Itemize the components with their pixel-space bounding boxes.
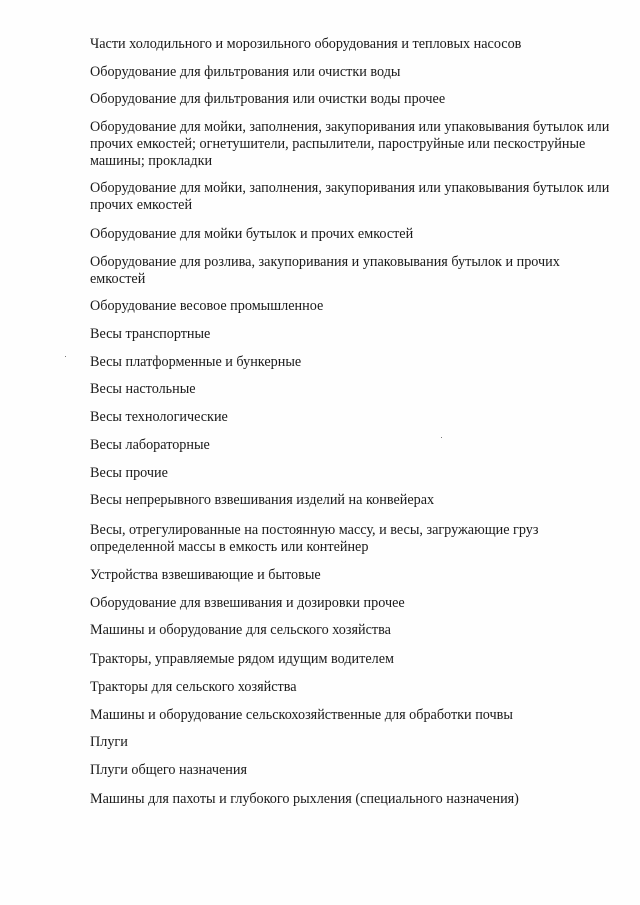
list-item: Оборудование для розлива, закупоривания и упаковывания бутылок и прочих емкостей	[90, 254, 560, 287]
list-item: Оборудование для фильтрования или очистки воды	[90, 64, 401, 80]
list-item: Весы транспортные	[90, 326, 211, 342]
list-item: Весы технологические	[90, 409, 228, 425]
list-item: Весы непрерывного взвешивания изделий на конвейерах	[90, 492, 435, 508]
list-item: Весы лабораторные	[90, 437, 210, 453]
list-item: Оборудование для мойки, заполнения, закупоривания или упаковывания бутылок или прочих емкостей; огнетушители, распылители, пароструйные или пескоструйные машины; прокладки	[90, 119, 610, 169]
list-item: Машины для пахоты и глубокого рыхления (специального назначения)	[90, 791, 519, 807]
list-item: Оборудование для мойки, заполнения, закупоривания или упаковывания бутылок или прочих емкостей	[90, 180, 610, 213]
list-item: Плуги	[90, 734, 128, 750]
list-item: Оборудование для фильтрования или очистки воды прочее	[90, 91, 446, 107]
list-item: Оборудование весовое промышленное	[90, 298, 324, 314]
list-item: Весы прочие	[90, 465, 168, 481]
list-item: Плуги общего назначения	[90, 762, 247, 778]
list-item: Оборудование для мойки бутылок и прочих емкостей	[90, 226, 414, 242]
list-item: Оборудование для взвешивания и дозировки прочее	[90, 595, 405, 611]
list-item: Тракторы для сельского хозяйства	[90, 679, 297, 695]
list-item: Устройства взвешивающие и бытовые	[90, 567, 321, 583]
list-item: Части холодильного и морозильного оборудования и тепловых насосов	[90, 36, 522, 52]
list-item: Весы платформенные и бункерные	[90, 354, 302, 370]
scan-speck	[65, 356, 66, 357]
list-item: Машины и оборудование для сельского хозяйства	[90, 622, 391, 638]
scan-speck	[441, 437, 442, 438]
list-item: Весы, отрегулированные на постоянную массу, и весы, загружающие груз определенной массы в емкость или контейнер	[90, 522, 539, 555]
list-item: Тракторы, управляемые рядом идущим водителем	[90, 651, 394, 667]
list-item: Машины и оборудование сельскохозяйственные для обработки почвы	[90, 707, 513, 723]
list-item: Весы настольные	[90, 381, 196, 397]
